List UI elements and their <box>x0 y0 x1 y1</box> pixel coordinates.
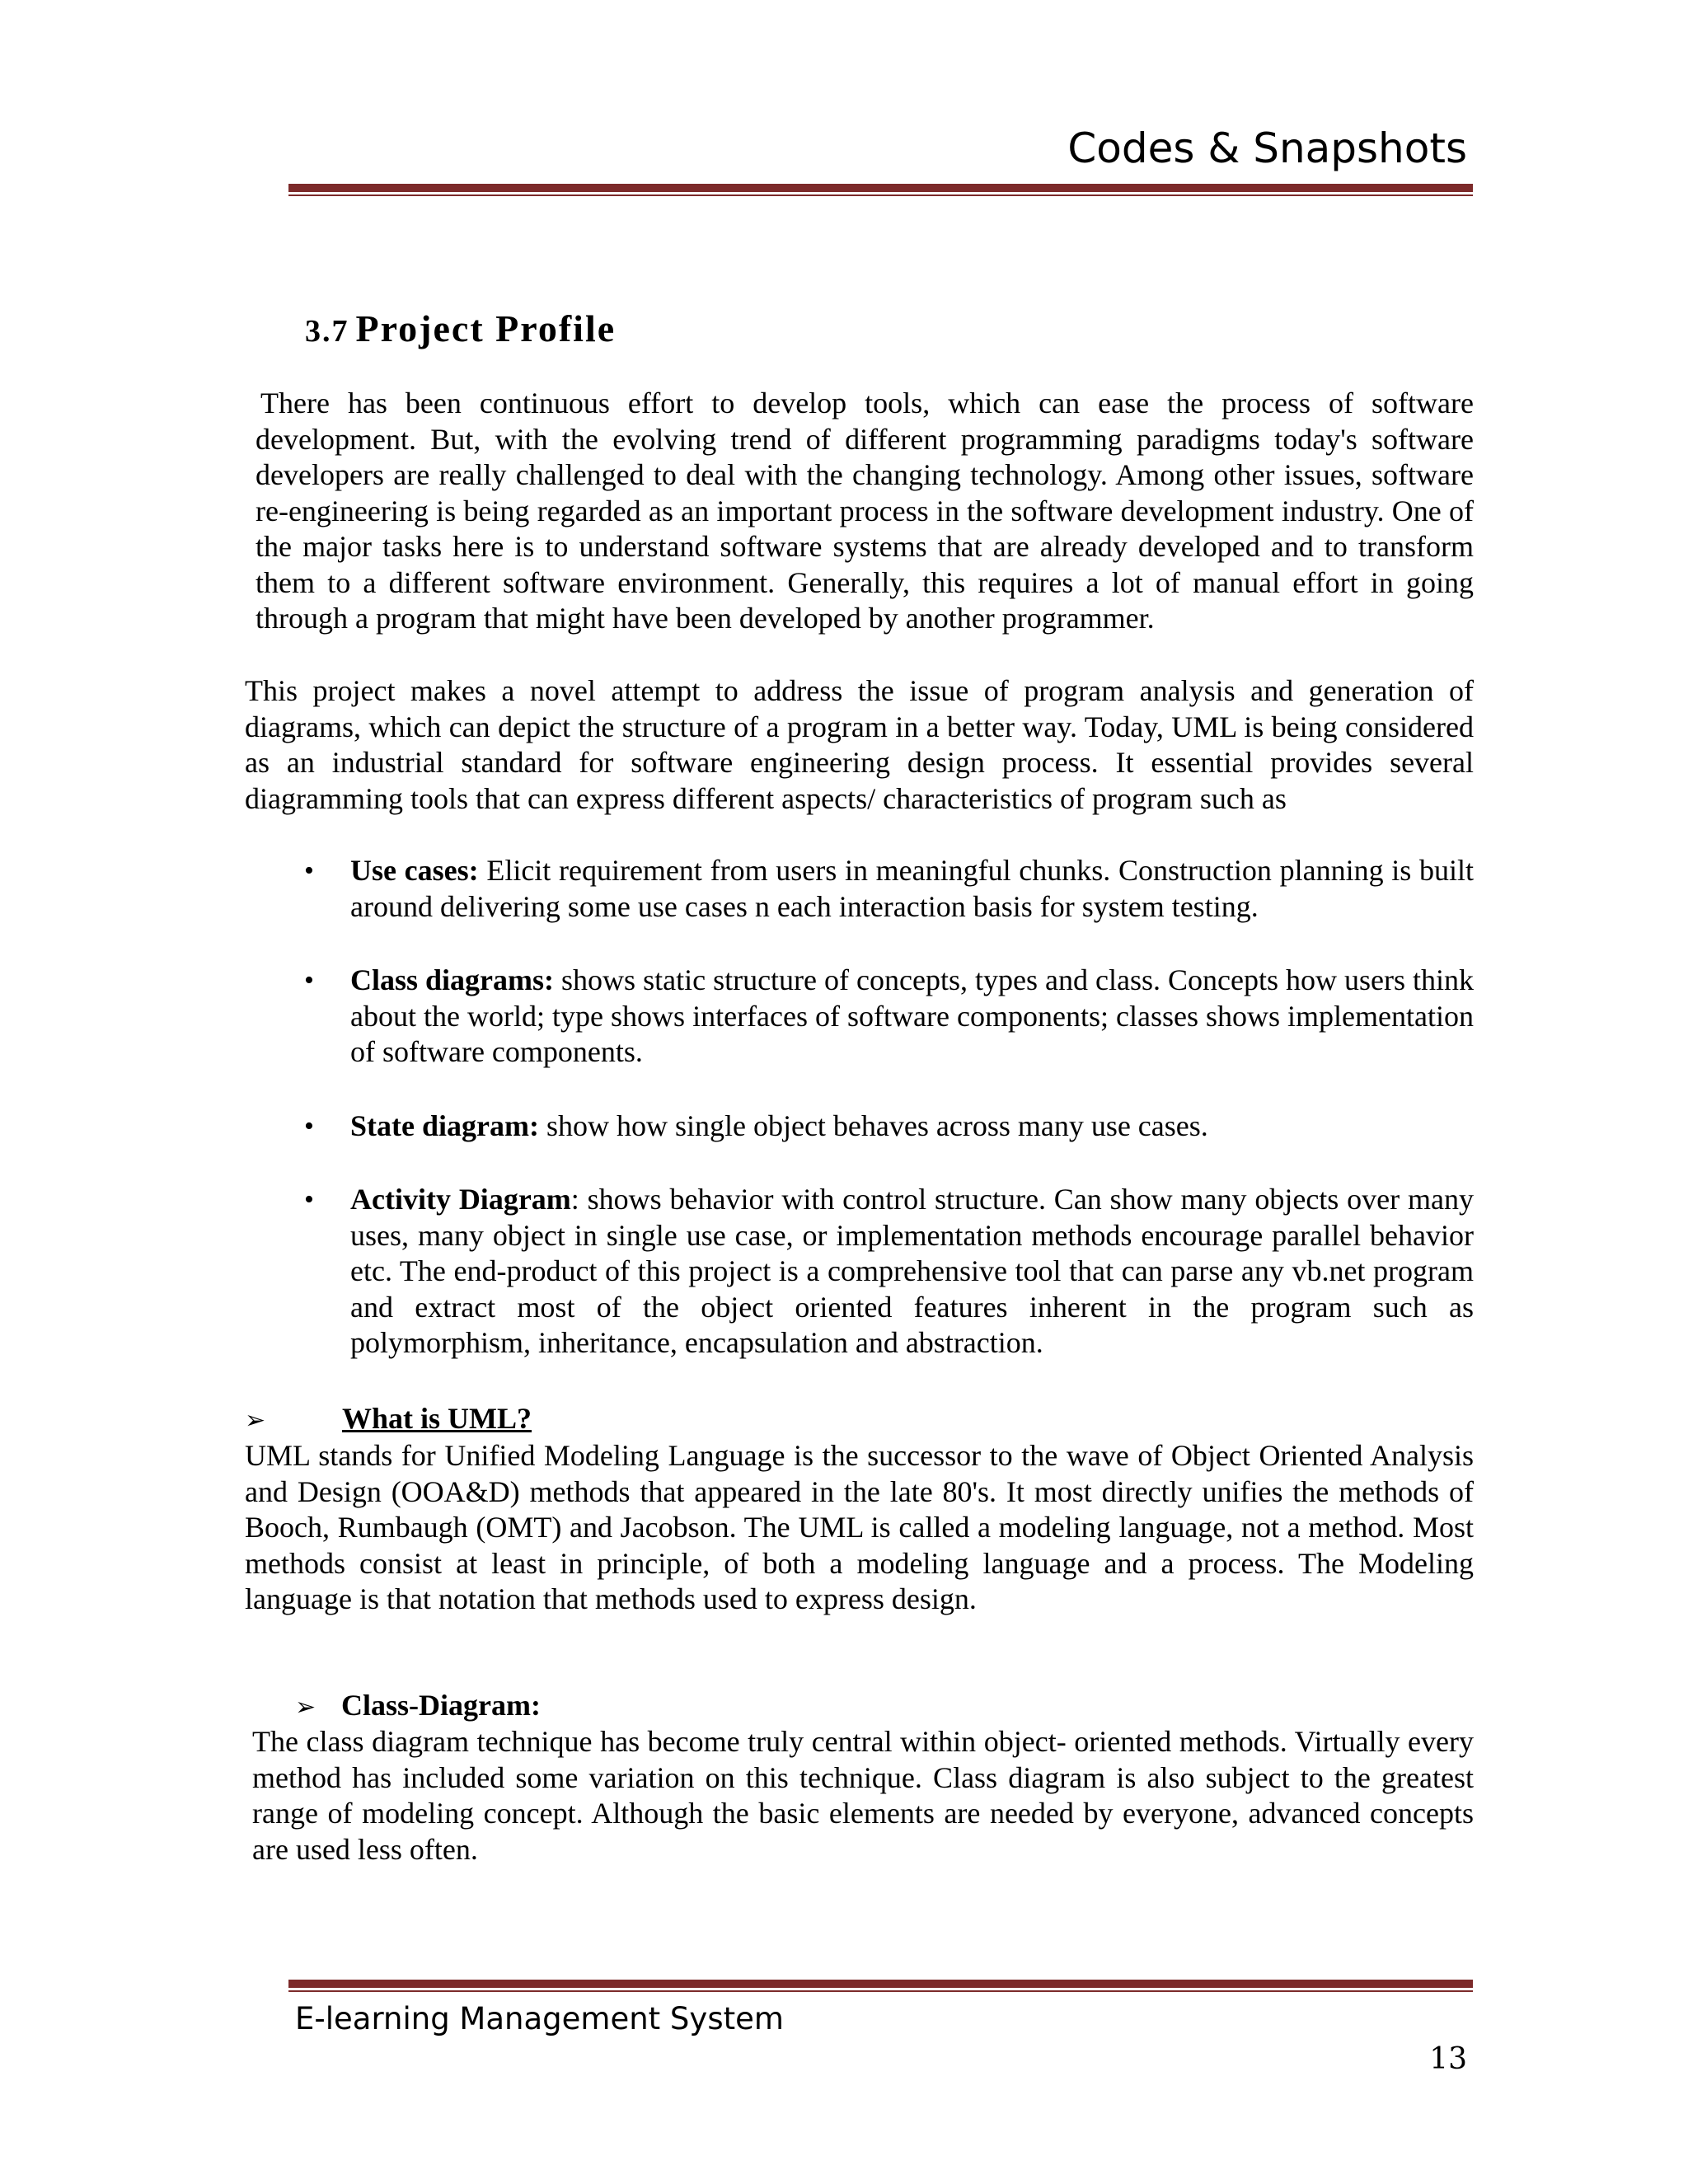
diagram-type-list <box>304 853 1474 1399</box>
bullet-icon: • <box>304 1184 314 1215</box>
list-item-activity-diagram <box>304 1182 1474 1361</box>
project-paragraph: This project makes a novel attempt to address the issue of program analysis and generation of diagrams, which can depict the structure of a program in a better way. Today, UML is being considered as an industrial standard for software engineering design process. It essential provides several diagramming tools that can express different aspects/ characteristics of program such as <box>245 674 1474 815</box>
list-item-class-diagrams <box>304 963 1474 1071</box>
list-item-state-diagram <box>304 1108 1474 1145</box>
uml-heading-label: What is UML? <box>342 1402 532 1435</box>
uml-paragraph: UML stands for Unified Modeling Language is the successor to the wave of Object Oriented Analysis and Design (OOA&D) methods that appeared in the late 80's. It most directly unifies the methods of Booch, Rumbaugh (OMT) and Jacobson. The UML is called a modeling language, not a method. Most methods consist at least in principle, of both a modeling language and a process. The Modeling language is that notation that methods used to express design. <box>245 1439 1474 1615</box>
list-item-term: State diagram: <box>350 1108 539 1142</box>
list-item-text: show how single object behaves across many use cases. <box>538 1108 1208 1142</box>
uml-subheading <box>245 1401 532 1436</box>
bullet-icon: • <box>304 1110 314 1141</box>
arrowhead-bullet-icon: ➢ <box>295 1693 316 1722</box>
section-title: Project Profile <box>355 307 617 349</box>
list-item-term: Activity Diagram <box>350 1183 571 1216</box>
section-number: 3.7 <box>305 314 349 349</box>
class-diagram-subheading <box>295 1688 541 1722</box>
list-item-term: Class diagrams: <box>350 963 555 996</box>
class-diagram-heading-label: Class-Diagram: <box>341 1689 541 1722</box>
page-number: 13 <box>1429 2042 1467 2076</box>
header-rule <box>288 184 1473 196</box>
bullet-icon: • <box>304 855 314 886</box>
bullet-icon: • <box>304 965 314 996</box>
intro-paragraph: There has been continuous effort to develop tools, which can ease the process of software development. But, with the evolving trend of different programming paradigms today's software developers are really challenged to deal with the changing technology. Among other issues, software re-engineering is being regarded as an important process in the software development industry. One of the major tasks here is to understand software systems that are already developed and to transform them to a different software environment. Generally, this requires a lot of manual effort in going through a program that might have been developed by another programmer. <box>256 387 1474 635</box>
list-item-text: : shows behavior with control structure. Can show many objects over many uses, many object in single use case, or implementation methods encourage parallel behavior etc. The end-product of this project is a comprehensive tool that can parse any vb.net program and extract most of the object oriented features inherent in the program such as polymorphism, inheritance, encapsulation and abstraction. <box>350 1183 1474 1359</box>
footer-title: E-learning Management System <box>295 2001 784 2036</box>
list-item-term: Use cases: <box>350 854 479 887</box>
footer-rule <box>288 1980 1473 1992</box>
running-header-title: Codes & Snapshots <box>1067 124 1467 172</box>
list-item-text: Elicit requirement from users in meaningful chunks. Construction planning is built around delivering some use cases n each interaction basis for system testing. <box>350 854 1474 923</box>
list-item-text: shows static structure of concepts, types and class. Concepts how users think about the world; type shows interfaces of software components; classes shows implementation of software components. <box>350 963 1474 1068</box>
section-heading <box>305 307 616 350</box>
class-diagram-paragraph: The class diagram technique has become truly central within object- oriented methods. Virtually every method has included some variation on this technique. Class diagram is also subject to the greatest range of modeling concept. Although the basic elements are needed by everyone, advanced concepts are used less often. <box>252 1725 1474 1866</box>
list-item-use-cases <box>304 853 1474 925</box>
arrowhead-bullet-icon: ➢ <box>245 1406 266 1435</box>
